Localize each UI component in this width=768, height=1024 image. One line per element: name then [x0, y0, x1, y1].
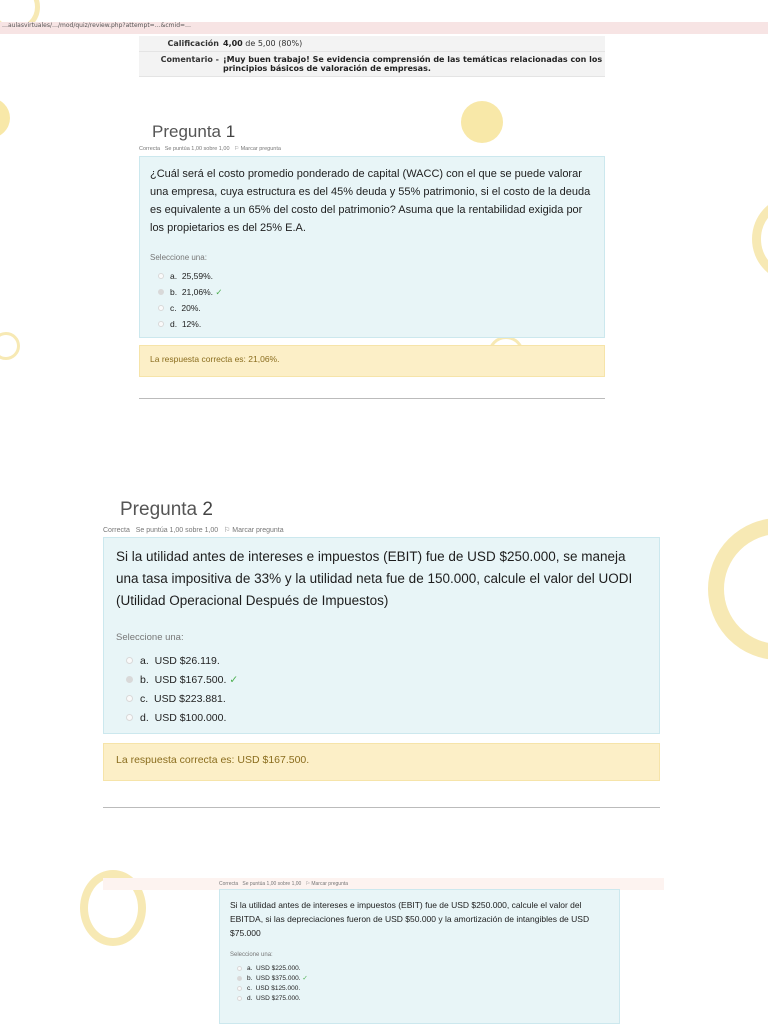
radio-button[interactable]	[126, 657, 133, 664]
question-info	[103, 526, 284, 534]
answer-options	[230, 963, 609, 1003]
grade-row	[139, 36, 605, 52]
option-a[interactable]: a. 25,59%.	[150, 268, 594, 284]
question-status: Correcta	[103, 527, 130, 534]
answer-options	[116, 651, 647, 727]
flag-icon: ⚐	[234, 146, 240, 152]
browser-url: …aulasvirtuales/…/mod/quiz/review.php?attempt=…&cmid=…	[2, 22, 192, 29]
check-icon: ✓	[302, 975, 308, 982]
option-a[interactable]: a. USD $225.000.	[230, 963, 609, 973]
question-score: Se puntúa 1,00 sobre 1,00	[164, 146, 230, 152]
option-d[interactable]: d. 12%.	[150, 316, 594, 332]
decor-ring	[752, 195, 768, 283]
divider	[139, 398, 605, 399]
option-c[interactable]: c. USD $223.881.	[116, 689, 647, 708]
flag-question-link[interactable]: Marcar pregunta	[232, 527, 284, 534]
comment-label: Comentario -	[160, 55, 219, 64]
check-icon: ✓	[215, 286, 223, 297]
question-box	[103, 537, 660, 734]
radio-button[interactable]	[237, 996, 242, 1001]
radio-button[interactable]	[126, 676, 133, 683]
divider	[103, 807, 660, 808]
select-label: Seleccione una:	[230, 952, 273, 958]
option-a[interactable]: a. USD $26.119.	[116, 651, 647, 670]
option-b[interactable]: b. USD $375.000. ✓	[230, 973, 609, 983]
question-status: Correcta	[219, 881, 239, 887]
decor-circle	[461, 101, 503, 143]
question-title: Pregunta 1	[152, 122, 236, 141]
flag-icon: ⚐	[224, 527, 231, 534]
question-score: Se puntúa 1,00 sobre 1,00	[135, 527, 219, 534]
grade-value: 4,00 de 5,00 (80%)	[223, 39, 303, 48]
radio-button[interactable]	[237, 986, 242, 991]
decor-ring	[0, 332, 20, 360]
flag-question-link[interactable]: Marcar pregunta	[240, 146, 281, 152]
radio-button[interactable]	[237, 976, 242, 981]
check-icon: ✓	[229, 673, 239, 686]
option-b[interactable]: b. USD $167.500. ✓	[116, 670, 647, 689]
question-status: Correcta	[139, 146, 161, 152]
answer-options	[150, 268, 594, 332]
question-text: Si la utilidad antes de intereses e impuestos (EBIT) fue de USD $250.000, calcule el valor del EBITDA, si las depreciaciones fueron de USD $50.000 y la amortización de intangibles de USD $75.000	[230, 900, 590, 938]
radio-button[interactable]	[158, 321, 164, 327]
option-c[interactable]: c. USD $125.000.	[230, 983, 609, 993]
option-c[interactable]: c. 20%.	[150, 300, 594, 316]
question-info	[139, 146, 281, 152]
comment-row	[139, 52, 605, 77]
question-text: Si la utilidad antes de intereses e impuestos (EBIT) fue de USD $250.000, se maneja una tasa impositiva de 33% y la utilidad neta fue de 150.000, calcule el valor del UODI (Utilidad Operacional Después de Impuestos)	[116, 549, 633, 608]
radio-button[interactable]	[126, 714, 133, 721]
question-title: Pregunta 2	[120, 499, 213, 520]
browser-bar	[0, 22, 768, 34]
correct-answer-feedback: La respuesta correcta es: USD $167.500.	[103, 743, 660, 781]
radio-button[interactable]	[158, 273, 164, 279]
comment-value: ¡Muy buen trabajo! Se evidencia comprensión de las temáticas relacionadas con los principios básicos de valoración de empresas.	[223, 55, 603, 73]
decor-ring	[708, 518, 768, 660]
question-box	[219, 889, 620, 1024]
decor-circle	[0, 98, 10, 138]
radio-button[interactable]	[126, 695, 133, 702]
flag-question-link[interactable]: Marcar pregunta	[311, 881, 349, 887]
radio-button[interactable]	[158, 305, 164, 311]
radio-button[interactable]	[158, 289, 164, 295]
grade-summary	[139, 36, 605, 77]
question-box	[139, 156, 605, 338]
question-info	[219, 881, 348, 887]
select-label: Seleccione una:	[150, 253, 207, 262]
grade-label: Calificación	[167, 39, 219, 48]
radio-button[interactable]	[237, 966, 242, 971]
option-b[interactable]: b. 21,06%. ✓	[150, 284, 594, 300]
option-d[interactable]: d. USD $100.000.	[116, 708, 647, 727]
select-label: Seleccione una:	[116, 632, 184, 643]
flag-icon: ⚐	[305, 881, 310, 887]
correct-answer-feedback: La respuesta correcta es: 21,06%.	[139, 345, 605, 377]
option-d[interactable]: d. USD $275.000.	[230, 993, 609, 1003]
question-score: Se puntúa 1,00 sobre 1,00	[242, 881, 302, 887]
question-text: ¿Cuál será el costo promedio ponderado de capital (WACC) con el que se puede valorar una empresa, cuya estructura es del 45% deuda y 55% patrimonio, si el costo de la deuda es equivalente a un 65% del costo del patrimonio? Asuma que la rentabilidad exigida por los propietarios es del 25% E.A.	[150, 168, 591, 234]
